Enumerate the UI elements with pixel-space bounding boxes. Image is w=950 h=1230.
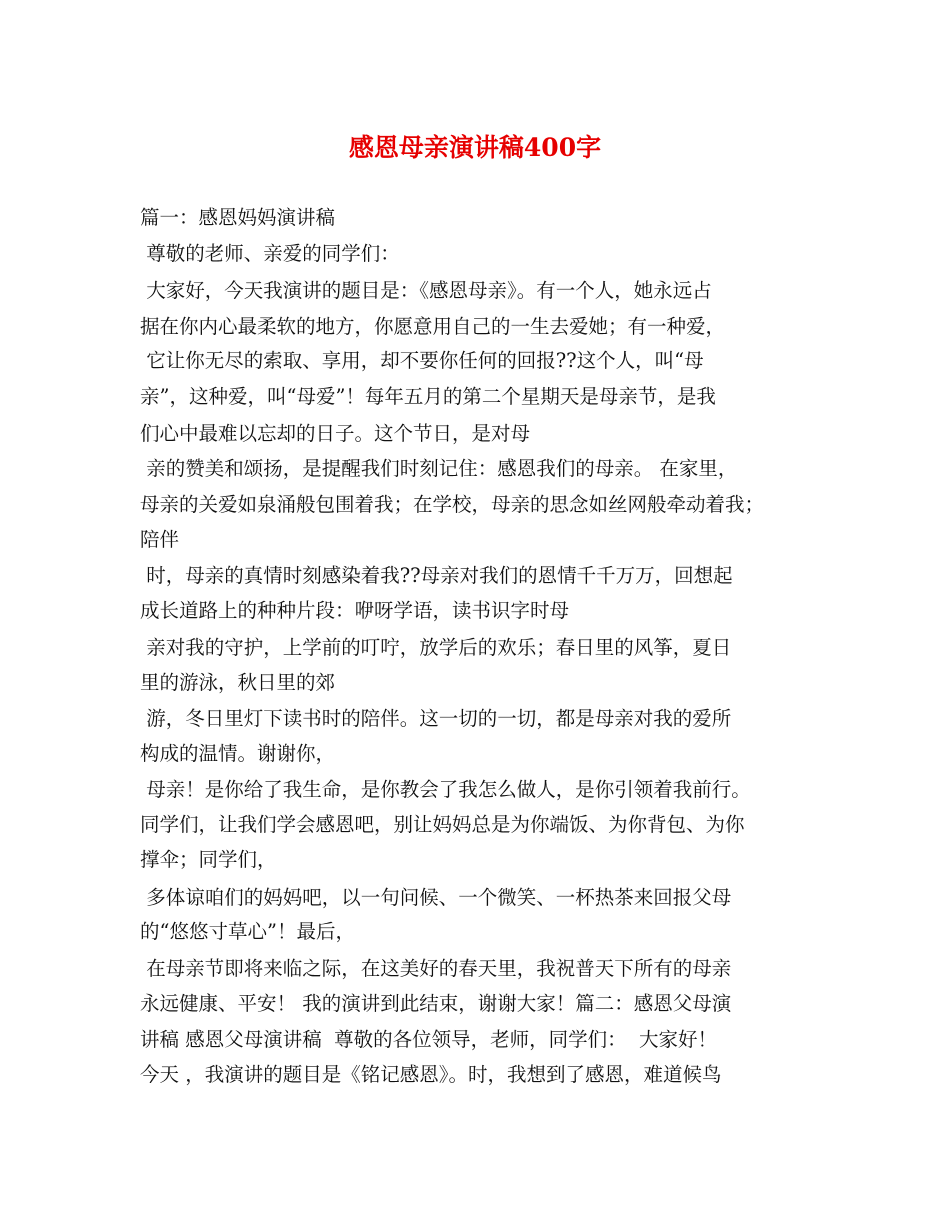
text-line: 今天 ，我演讲的题目是《铭记感恩》。时，我想到了感恩，难道候鸟 [140, 1063, 722, 1086]
text-line: 在母亲节即将来临之际，在这美好的春天里，我祝普天下所有的母亲 [140, 957, 732, 980]
text-line: 撑伞；同学们， [140, 848, 277, 871]
text-line: 篇一：感恩妈妈演讲稿 [140, 206, 336, 229]
text-line: 亲的赞美和颂扬，是提醒我们时刻记住：感恩我们的母亲。 在家里， [140, 457, 738, 480]
text-line: 母亲！是你给了我生命，是你教会了我怎么做人，是你引领着我前行。 [140, 778, 751, 801]
text-line: 成长道路上的种种片段：咿呀学语，读书识字时母 [140, 599, 570, 622]
text-line: 游，冬日里灯下读书时的陪伴。这一切的一切，都是母亲对我的爱所 [140, 707, 732, 730]
text-line: 它让你无尽的索取、享用，却不要你任何的回报??这个人，叫“母 [140, 349, 704, 372]
text-line: 讲稿 感恩父母演讲稿 尊敬的各位领导，老师，同学们： 大家好！ [140, 1028, 717, 1051]
text-line: 的“悠悠寸草心”！最后， [140, 920, 355, 943]
text-line: 时，母亲的真情时刻感染着我??母亲对我们的恩情千千万万，回想起 [140, 564, 733, 587]
text-line: 里的游泳，秋日里的郊 [140, 671, 336, 694]
text-line: 母亲的关爱如泉涌般包围着我；在学校，母亲的思念如丝网般牵动着我； [140, 493, 765, 516]
text-line: 构成的温情。谢谢你， [140, 742, 336, 765]
text-line: 们心中最难以忘却的日子。这个节日，是对母 [140, 422, 531, 445]
text-line: 据在你内心最柔软的地方，你愿意用自己的一生去爱她；有一种爱， [140, 315, 726, 338]
text-line: 亲”，这种爱，叫“母爱”！每年五月的第二个星期天是母亲节，是我 [140, 385, 716, 408]
text-line: 大家好，今天我演讲的题目是：《感恩母亲》。有一个人，她永远占 [140, 279, 712, 302]
text-line: 同学们，让我们学会感恩吧，别让妈妈总是为你端饭、为你背包、为你 [140, 813, 745, 836]
text-line: 亲对我的守护，上学前的叮咛，放学后的欢乐；春日里的风筝，夏日 [140, 636, 732, 659]
text-line: 多体谅咱们的妈妈吧，以一句问候、一个微笑、一杯热茶来回报父母 [140, 886, 732, 909]
text-line: 陪伴 [140, 528, 180, 551]
text-line: 尊敬的老师、亲爱的同学们： [140, 242, 400, 265]
document-title: 感恩母亲演讲稿400字 [348, 133, 602, 162]
text-line: 永远健康、平安！ 我的演讲到此结束，谢谢大家！篇二：感恩父母演 [140, 992, 732, 1015]
